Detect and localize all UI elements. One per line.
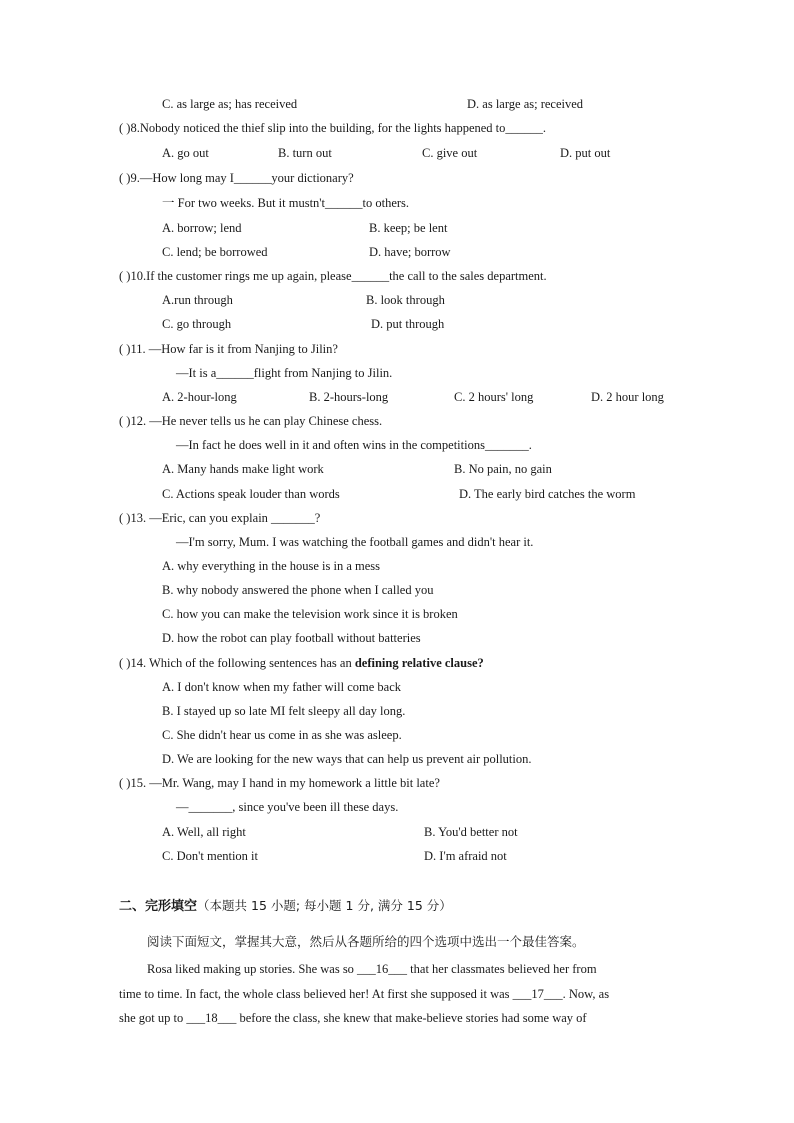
q15-option-c: C. Don't mention it xyxy=(162,849,259,863)
q10-option-b: B. look through xyxy=(366,293,445,307)
q11-option-b: B. 2-hours-long xyxy=(309,390,389,404)
q9-option-c: C. lend; be borrowed xyxy=(162,245,268,259)
q9-option-b: B. keep; be lent xyxy=(369,221,448,235)
q14-option-a: A. I don't know when my father will come back xyxy=(162,680,401,694)
section-heading xyxy=(119,898,452,915)
q7-option-c: C. as large as; has received xyxy=(162,97,298,111)
q10-option-c: C. go through xyxy=(162,317,232,331)
q13-option-d: D. how the robot can play football without batteries xyxy=(162,631,421,645)
q12-reply: —In fact he does well in it and often wins in the competitions_______. xyxy=(176,438,532,452)
q10-option-a: A.run through xyxy=(162,293,233,307)
question-stem: 14. Which of the following sentences has an xyxy=(130,656,355,670)
q9-option-d: D. have; borrow xyxy=(369,245,451,259)
q9-option-a: A. borrow; lend xyxy=(162,221,242,235)
answer-bracket: ( ) xyxy=(119,269,131,283)
section-instruction: 阅读下面短文，掌握其大意，然后从各题所给的四个选项中选出一个最佳答案。 xyxy=(147,934,585,949)
question-8 xyxy=(119,120,546,136)
question-14 xyxy=(119,655,484,671)
answer-bracket: ( ) xyxy=(119,121,131,135)
question-stem: 9.—How long may I______your dictionary? xyxy=(130,171,354,185)
q11-option-c: C. 2 hours' long xyxy=(454,390,534,404)
q12-option-a: A. Many hands make light work xyxy=(162,462,324,476)
answer-bracket: ( ) xyxy=(119,171,131,185)
q8-option-d: D. put out xyxy=(560,146,611,160)
question-stem: 11. —How far is it from Nanjing to Jilin? xyxy=(130,342,338,356)
section-title: 二、完形填空 xyxy=(119,899,198,914)
answer-bracket: ( ) xyxy=(119,511,131,525)
q15-option-a: A. Well, all right xyxy=(162,825,246,839)
passage-line-2: time to time. In fact, the whole class believed her! At first she supposed it was ___17___. Now, as xyxy=(119,987,610,1001)
q8-option-a: A. go out xyxy=(162,146,209,160)
q14-option-b: B. I stayed up so late MI felt sleepy all day long. xyxy=(162,704,406,718)
q15-option-b: B. You'd better not xyxy=(424,825,518,839)
question-stem: 12. —He never tells us he can play Chinese chess. xyxy=(130,414,383,428)
q15-option-d: D. I'm afraid not xyxy=(424,849,507,863)
question-stem-bold: defining relative clause? xyxy=(354,656,484,670)
q11-option-d: D. 2 hour long xyxy=(591,390,664,404)
q8-option-c: C. give out xyxy=(422,146,478,160)
question-13 xyxy=(119,510,320,526)
answer-bracket: ( ) xyxy=(119,656,131,670)
question-9 xyxy=(119,170,354,186)
q12-option-b: B. No pain, no gain xyxy=(454,462,552,476)
passage-line-1: Rosa liked making up stories. She was so ___16___ that her classmates believed her from xyxy=(147,962,597,976)
q12-option-c: C. Actions speak louder than words xyxy=(162,487,340,501)
q10-option-d: D. put through xyxy=(371,317,445,331)
answer-bracket: ( ) xyxy=(119,342,131,356)
q8-option-b: B. turn out xyxy=(278,146,332,160)
q11-option-a: A. 2-hour-long xyxy=(162,390,237,404)
question-10 xyxy=(119,268,547,284)
q14-option-d: D. We are looking for the new ways that can help us prevent air pollution. xyxy=(162,752,532,766)
question-11 xyxy=(119,341,338,357)
answer-bracket: ( ) xyxy=(119,776,131,790)
answer-bracket: ( ) xyxy=(119,414,131,428)
q12-option-d: D. The early bird catches the worm xyxy=(459,487,636,501)
q9-reply: 一 For two weeks. But it mustn't______to others. xyxy=(162,196,410,210)
q11-reply: —It is a______flight from Nanjing to Jilin. xyxy=(176,366,393,380)
q15-reply: —_______, since you've been ill these days. xyxy=(176,800,399,814)
question-12 xyxy=(119,413,382,429)
q14-option-c: C. She didn't hear us come in as she was asleep. xyxy=(162,728,402,742)
section-description: （本题共 15 小题; 每小题 1 分, 满分 15 分） xyxy=(197,898,452,913)
q13-reply: —I'm sorry, Mum. I was watching the football games and didn't hear it. xyxy=(176,535,534,549)
question-stem: 8.Nobody noticed the thief slip into the building, for the lights happened to______. xyxy=(130,121,547,135)
q7-option-d: D. as large as; received xyxy=(467,97,584,111)
q13-option-a: A. why everything in the house is in a mess xyxy=(162,559,381,573)
q13-option-b: B. why nobody answered the phone when I called you xyxy=(162,583,434,597)
passage-line-3: she got up to ___18___ before the class, she knew that make-believe stories had some way of xyxy=(119,1011,587,1025)
question-stem: 10.If the customer rings me up again, please______the call to the sales department. xyxy=(130,269,547,283)
question-15 xyxy=(119,775,440,791)
q13-option-c: C. how you can make the television work since it is broken xyxy=(162,607,458,621)
question-stem: 15. —Mr. Wang, may I hand in my homework a little bit late? xyxy=(130,776,440,790)
question-stem: 13. —Eric, can you explain _______? xyxy=(130,511,321,525)
